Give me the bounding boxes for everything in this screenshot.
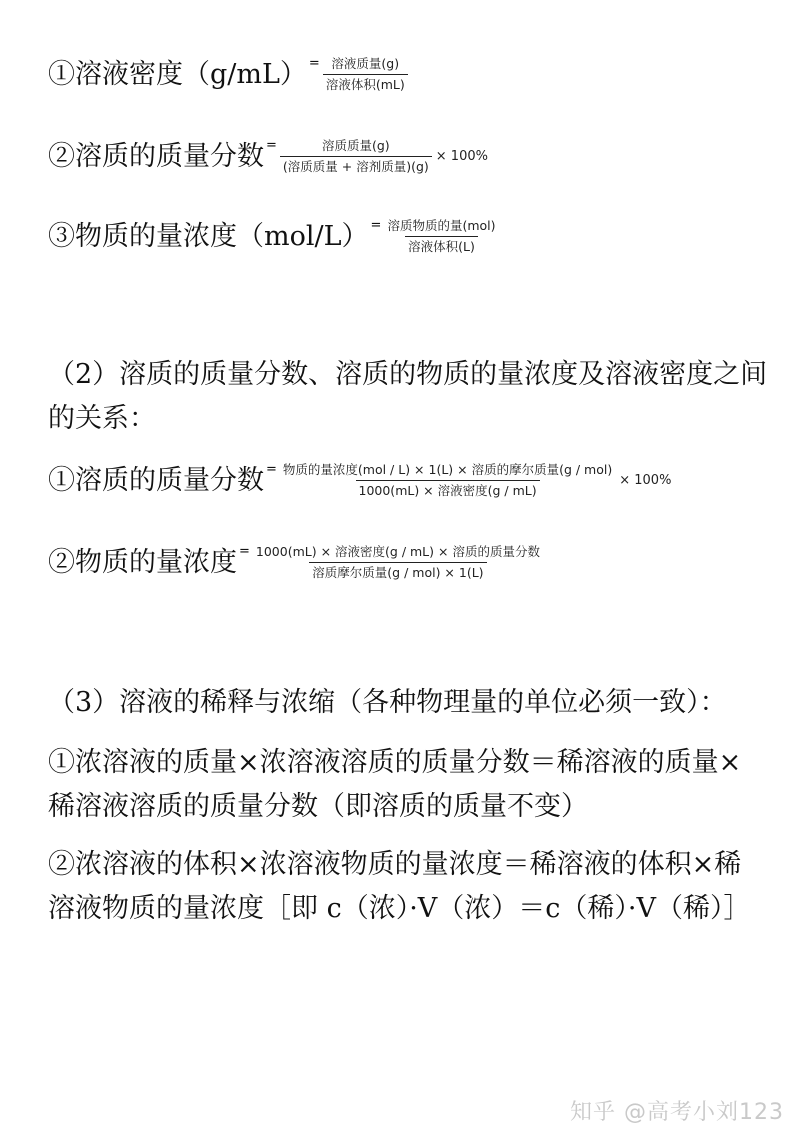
section2-heading-line1: （2）溶质的质量分数、溶质的物质的量浓度及溶液密度之间 (48, 359, 768, 390)
dilution-item2-line1: ②浓溶液的体积×浓溶液物质的量浓度＝稀溶液的体积×稀 (48, 849, 742, 880)
def-density-label: ①溶液密度（g/mL） (48, 58, 307, 90)
def-molarity-numerator: 溶质物质的量(mol) (387, 218, 496, 233)
def-density-denominator: 溶液体积(mL) (323, 74, 408, 93)
equals-sign: = (370, 218, 382, 233)
dilution-item1-line1: ①浓溶液的质量×浓溶液溶质的质量分数＝稀溶液的质量× (48, 747, 742, 778)
def-molarity-fraction (384, 218, 498, 255)
section3-heading: （3）溶液的稀释与浓缩（各种物理量的单位必须一致）： (48, 687, 727, 718)
def-molarity-label: ③物质的量浓度（mol/L） (48, 220, 369, 252)
relation-mass-fraction-label: ①溶质的质量分数 (48, 464, 264, 496)
equals-sign: = (239, 544, 250, 559)
def-molarity-denominator: 溶液体积(L) (405, 236, 478, 255)
def-mass-fraction-denominator: (溶质质量 + 溶剂质量)(g) (280, 156, 432, 175)
equals-sign: = (308, 56, 320, 71)
equals-sign: = (266, 138, 277, 153)
def-mass-fraction-numerator: 溶质质量(g) (321, 138, 390, 153)
def-density (48, 56, 408, 93)
def-density-numerator: 溶液质量(g) (331, 56, 400, 71)
def-mass-fraction-label: ②溶质的质量分数 (48, 140, 264, 172)
relation-mass-fraction-denominator: 1000(mL) × 溶液密度(g / mL) (356, 480, 540, 499)
def-density-fraction (323, 56, 408, 93)
def-mass-fraction-suffix: × 100% (435, 149, 488, 164)
relation-mass-fraction-suffix: × 100% (619, 473, 672, 488)
relation-mass-fraction-numerator: 物质的量浓度(mol / L) × 1(L) × 溶质的摩尔质量(g / mol) (282, 462, 613, 477)
relation-molarity (48, 544, 543, 581)
relation-molarity-numerator: 1000(mL) × 溶液密度(g / mL) × 溶质的质量分数 (255, 544, 540, 559)
def-molarity (48, 218, 499, 255)
relation-mass-fraction (48, 462, 671, 499)
section2-heading-line2: 的关系： (48, 403, 156, 434)
dilution-item1-line2: 稀溶液溶质的质量分数（即溶质的质量不变） (48, 791, 588, 822)
def-mass-fraction-fraction (280, 138, 432, 175)
watermark: 知乎 @高考小刘123 (570, 1100, 784, 1125)
def-mass-fraction (48, 138, 488, 175)
relation-molarity-label: ②物质的量浓度 (48, 546, 237, 578)
relation-molarity-fraction (253, 544, 543, 581)
equals-sign: = (266, 462, 277, 477)
dilution-item2-line2: 溶液物质的量浓度［即 c（浓）·V（浓）＝c（稀）·V（稀）］ (48, 893, 751, 924)
relation-molarity-denominator: 溶质摩尔质量(g / mol) × 1(L) (309, 562, 486, 581)
relation-mass-fraction-fraction (280, 462, 615, 499)
